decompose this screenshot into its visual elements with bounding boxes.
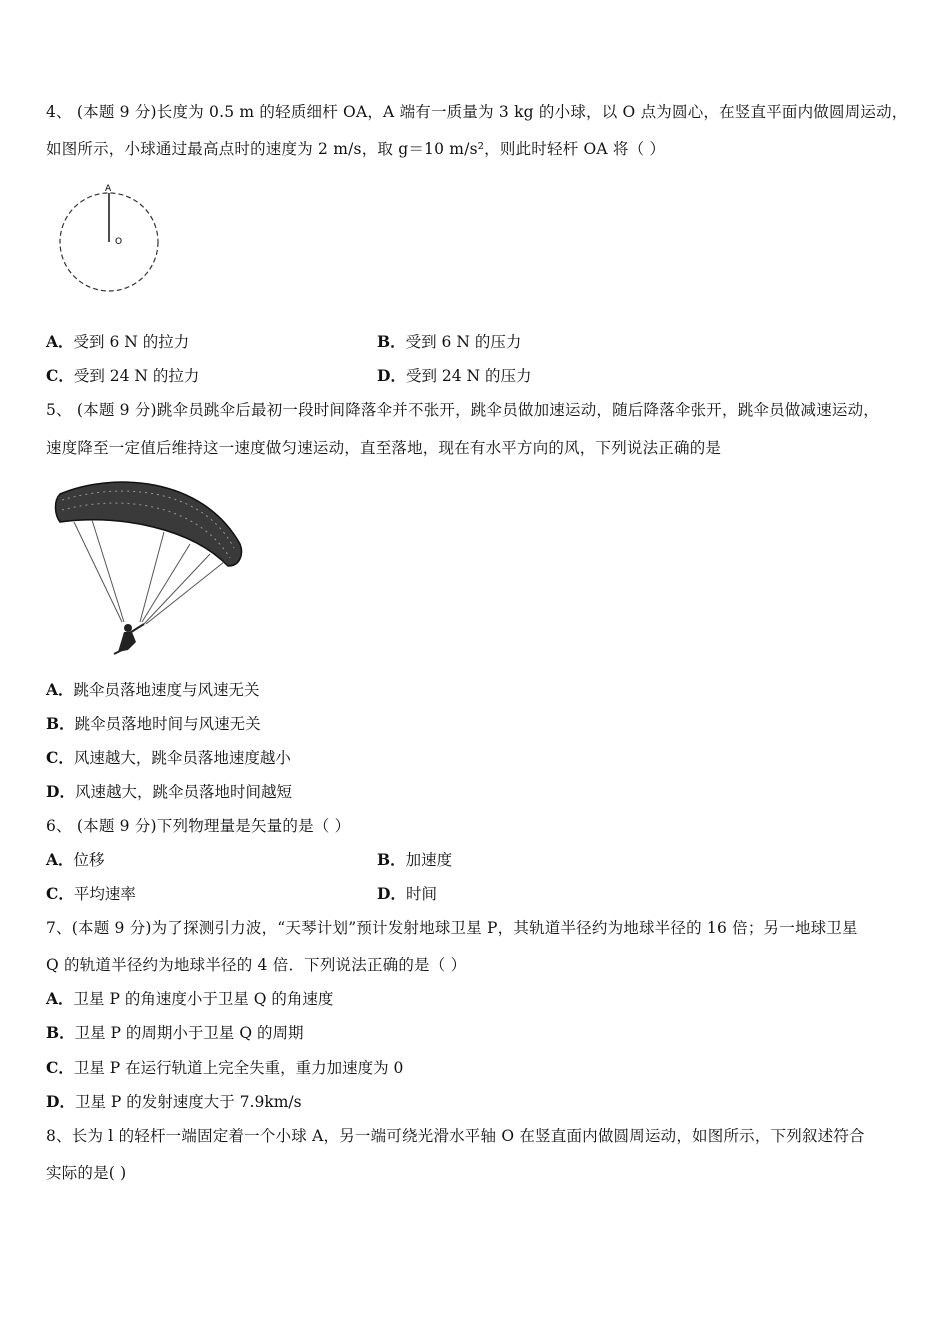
parachute-line — [92, 520, 124, 622]
q5-option-a-text: 跳伞员落地速度与风速无关 — [73, 681, 260, 699]
q6-option-a-key: A． — [46, 850, 74, 869]
q4-option-a-key: A． — [46, 332, 74, 351]
q4-option-c-text: 受到 24 N 的拉力 — [73, 367, 200, 385]
q5-option-d-key: D． — [46, 782, 75, 801]
q4-option-d — [377, 364, 532, 388]
q5-stem-line1: 5、 (本题 9 分)跳伞员跳伞后最初一段时间降落伞并不张开，跳伞员做加速运动，随后降落伞张开，跳伞员做减速运动， — [46, 401, 880, 419]
q5-option-a — [46, 678, 260, 702]
q4-option-b-text: 受到 6 N 的压力 — [405, 333, 522, 351]
q6-stem-line1: 6、 (本题 9 分)下列物理量是矢量的是（ ） — [46, 817, 351, 835]
parachute-line — [146, 562, 224, 624]
q6-option-d — [377, 882, 437, 906]
q4-label-o: O — [115, 237, 123, 247]
q7-option-c-key: C． — [46, 1058, 74, 1077]
q7-option-b — [46, 1021, 303, 1045]
q4-option-d-key: D． — [377, 366, 406, 385]
parachute-line — [140, 532, 164, 622]
q7-option-a-key: A． — [46, 989, 74, 1008]
q6-option-d-key: D． — [377, 884, 406, 903]
q5-parachute-figure — [52, 474, 252, 656]
q4-option-a-text: 受到 6 N 的拉力 — [73, 333, 190, 351]
q5-option-c — [46, 746, 291, 770]
q6-option-a — [46, 848, 105, 872]
parachute-canopy — [56, 482, 242, 566]
q4-option-b-key: B． — [377, 332, 406, 351]
q6-option-b-text: 加速度 — [405, 851, 453, 869]
q8-stem-line2: 实际的是( ) — [46, 1164, 127, 1182]
q4-stem-line2: 如图所示，小球通过最高点时的速度为 2 m/s，取 g＝10 m/s²，则此时轻杆 OA 将（ ） — [46, 140, 666, 158]
q6-option-a-text: 位移 — [73, 851, 105, 869]
q6-option-b-key: B． — [377, 850, 406, 869]
q7-stem-line1: 7、(本题 9 分)为了探测引力波，“天琴计划”预计发射地球卫星 P，其轨道半径约为地球半径的 16 倍；另一地球卫星 — [46, 919, 858, 937]
q5-option-b-text: 跳伞员落地时间与风速无关 — [74, 715, 261, 733]
q4-option-c — [46, 364, 199, 388]
q7-option-a-text: 卫星 P 的角速度小于卫星 Q 的角速度 — [73, 990, 334, 1008]
q7-option-a — [46, 987, 333, 1011]
q4-stem-line1: 4、 (本题 9 分)长度为 0.5 m 的轻质细杆 OA，A 端有一质量为 3 kg 的小球，以 O 点为圆心，在竖直平面内做圆周运动， — [46, 103, 908, 121]
parachute-line — [74, 522, 122, 622]
q6-option-c-key: C． — [46, 884, 74, 903]
q5-option-b-key: B． — [46, 714, 75, 733]
q8-stem-line1: 8、长为 l 的轻杆一端固定着一个小球 A，另一端可绕光滑水平轴 O 在竖直面内做圆周运动，如图所示，下列叙述符合 — [46, 1127, 865, 1145]
q7-option-c — [46, 1056, 403, 1080]
q4-option-a — [46, 330, 189, 354]
q7-option-d-text: 卫星 P 的发射速度大于 7.9km/s — [74, 1093, 302, 1111]
q5-option-c-key: C． — [46, 748, 74, 767]
q5-option-b — [46, 712, 261, 736]
q4-option-d-text: 受到 24 N 的压力 — [405, 367, 532, 385]
q6-option-b — [377, 848, 452, 872]
q7-option-b-text: 卫星 P 的周期小于卫星 Q 的周期 — [74, 1024, 304, 1042]
q6-option-c-text: 平均速率 — [73, 885, 136, 903]
q4-option-b — [377, 330, 521, 354]
q7-option-b-key: B． — [46, 1023, 75, 1042]
q7-option-d-key: D． — [46, 1092, 75, 1111]
q7-option-d — [46, 1090, 302, 1114]
q4-label-a: A — [105, 184, 112, 194]
parachutist-figure — [114, 624, 144, 654]
q5-option-c-text: 风速越大，跳伞员落地速度越小 — [73, 749, 291, 767]
q4-circle-figure — [54, 180, 164, 300]
q5-option-a-key: A． — [46, 680, 74, 699]
q7-option-c-text: 卫星 P 在运行轨道上完全失重，重力加速度为 0 — [73, 1059, 404, 1077]
q5-option-d-text: 风速越大，跳伞员落地时间越短 — [74, 783, 292, 801]
q7-stem-line2: Q 的轨道半径约为地球半径的 4 倍．下列说法正确的是（ ） — [46, 956, 467, 974]
q6-option-c — [46, 882, 136, 906]
q5-option-d — [46, 780, 292, 804]
q5-stem-line2: 速度降至一定值后维持这一速度做匀速运动，直至落地，现在有水平方向的风，下列说法正确的是 — [46, 439, 722, 457]
q4-option-c-key: C． — [46, 366, 74, 385]
q6-option-d-text: 时间 — [405, 885, 437, 903]
